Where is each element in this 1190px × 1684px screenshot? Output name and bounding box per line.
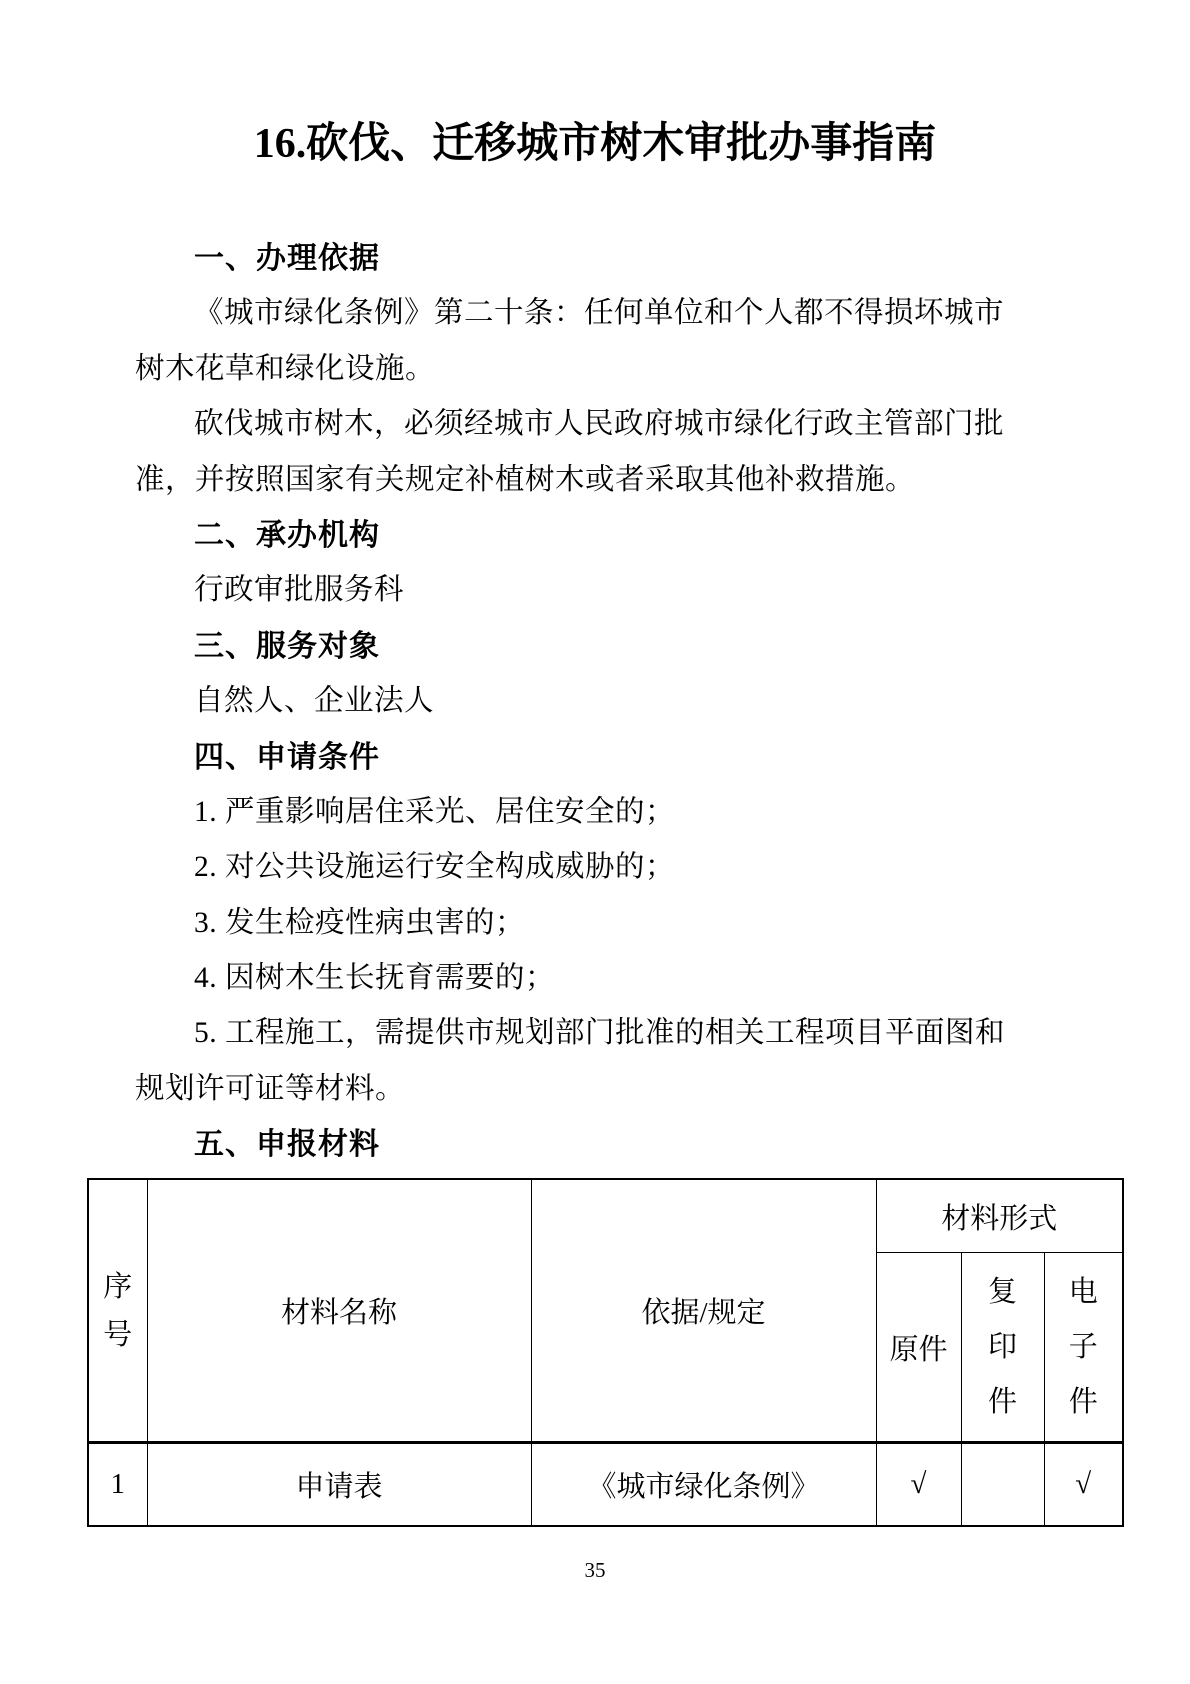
list-item-4: 4. 因树木生长抚育需要的； [194,962,556,995]
table-header-copy [961,1253,1044,1443]
checkmark-electronic: √ [1044,1443,1123,1527]
table-header-electronic-label: 电子件 [1068,1275,1098,1418]
text-line: 行政审批服务科 [194,574,405,607]
text-line: 自然人、企业法人 [194,685,435,718]
cell-copy-empty [961,1443,1044,1527]
table-header-copy-label: 复印件 [987,1275,1017,1418]
table-header-form-group: 材料形式 [876,1179,1123,1253]
materials-table-container [87,1178,1124,1527]
text-line: 砍伐城市树木，必须经城市人民政府城市绿化行政主管部门批 [194,408,1005,441]
page-number: 35 [584,1558,606,1582]
text-line: 树木花草和绿化设施。 [135,352,436,385]
section-heading-1: 一、办理依据 [194,241,380,276]
document-title: 16.砍伐、迁移城市树木审批办事指南 [253,121,937,167]
section-heading-4: 四、申请条件 [194,739,380,775]
table-header-name: 材料名称 [147,1179,531,1443]
table-header-electronic [1044,1253,1123,1443]
cell-basis: 《城市绿化条例》 [531,1443,876,1527]
table-header-seq [88,1179,147,1443]
list-item-3: 3. 发生检疫性病虫害的； [194,906,526,939]
section-heading-2: 二、承办机构 [194,517,380,553]
text-line: 规划许可证等材料。 [135,1072,406,1105]
materials-table [87,1178,1124,1527]
table-header-original: 原件 [876,1253,961,1443]
document-body [135,231,1070,1173]
table-header-seq-label: 序号 [103,1270,133,1351]
text-line: 准，并按照国家有关规定补植树木或者采取其他补救措施。 [135,463,916,496]
text-line: 《城市绿化条例》第二十条：任何单位和个人都不得损坏城市 [194,297,1005,330]
table-row [88,1443,1123,1527]
section-heading-3: 三、服务对象 [194,628,380,664]
list-item-2: 2. 对公共设施运行安全构成威胁的； [194,851,676,884]
list-item-5: 5. 工程施工，需提供市规划部门批准的相关工程项目平面图和 [194,1017,1006,1050]
table-header-basis: 依据/规定 [531,1179,876,1443]
cell-seq: 1 [88,1443,147,1527]
cell-material-name: 申请表 [147,1443,531,1527]
list-item-1: 1. 严重影响居住采光、居住安全的； [194,795,676,828]
section-heading-5: 五、申报材料 [194,1127,380,1163]
checkmark-original: √ [876,1443,961,1527]
